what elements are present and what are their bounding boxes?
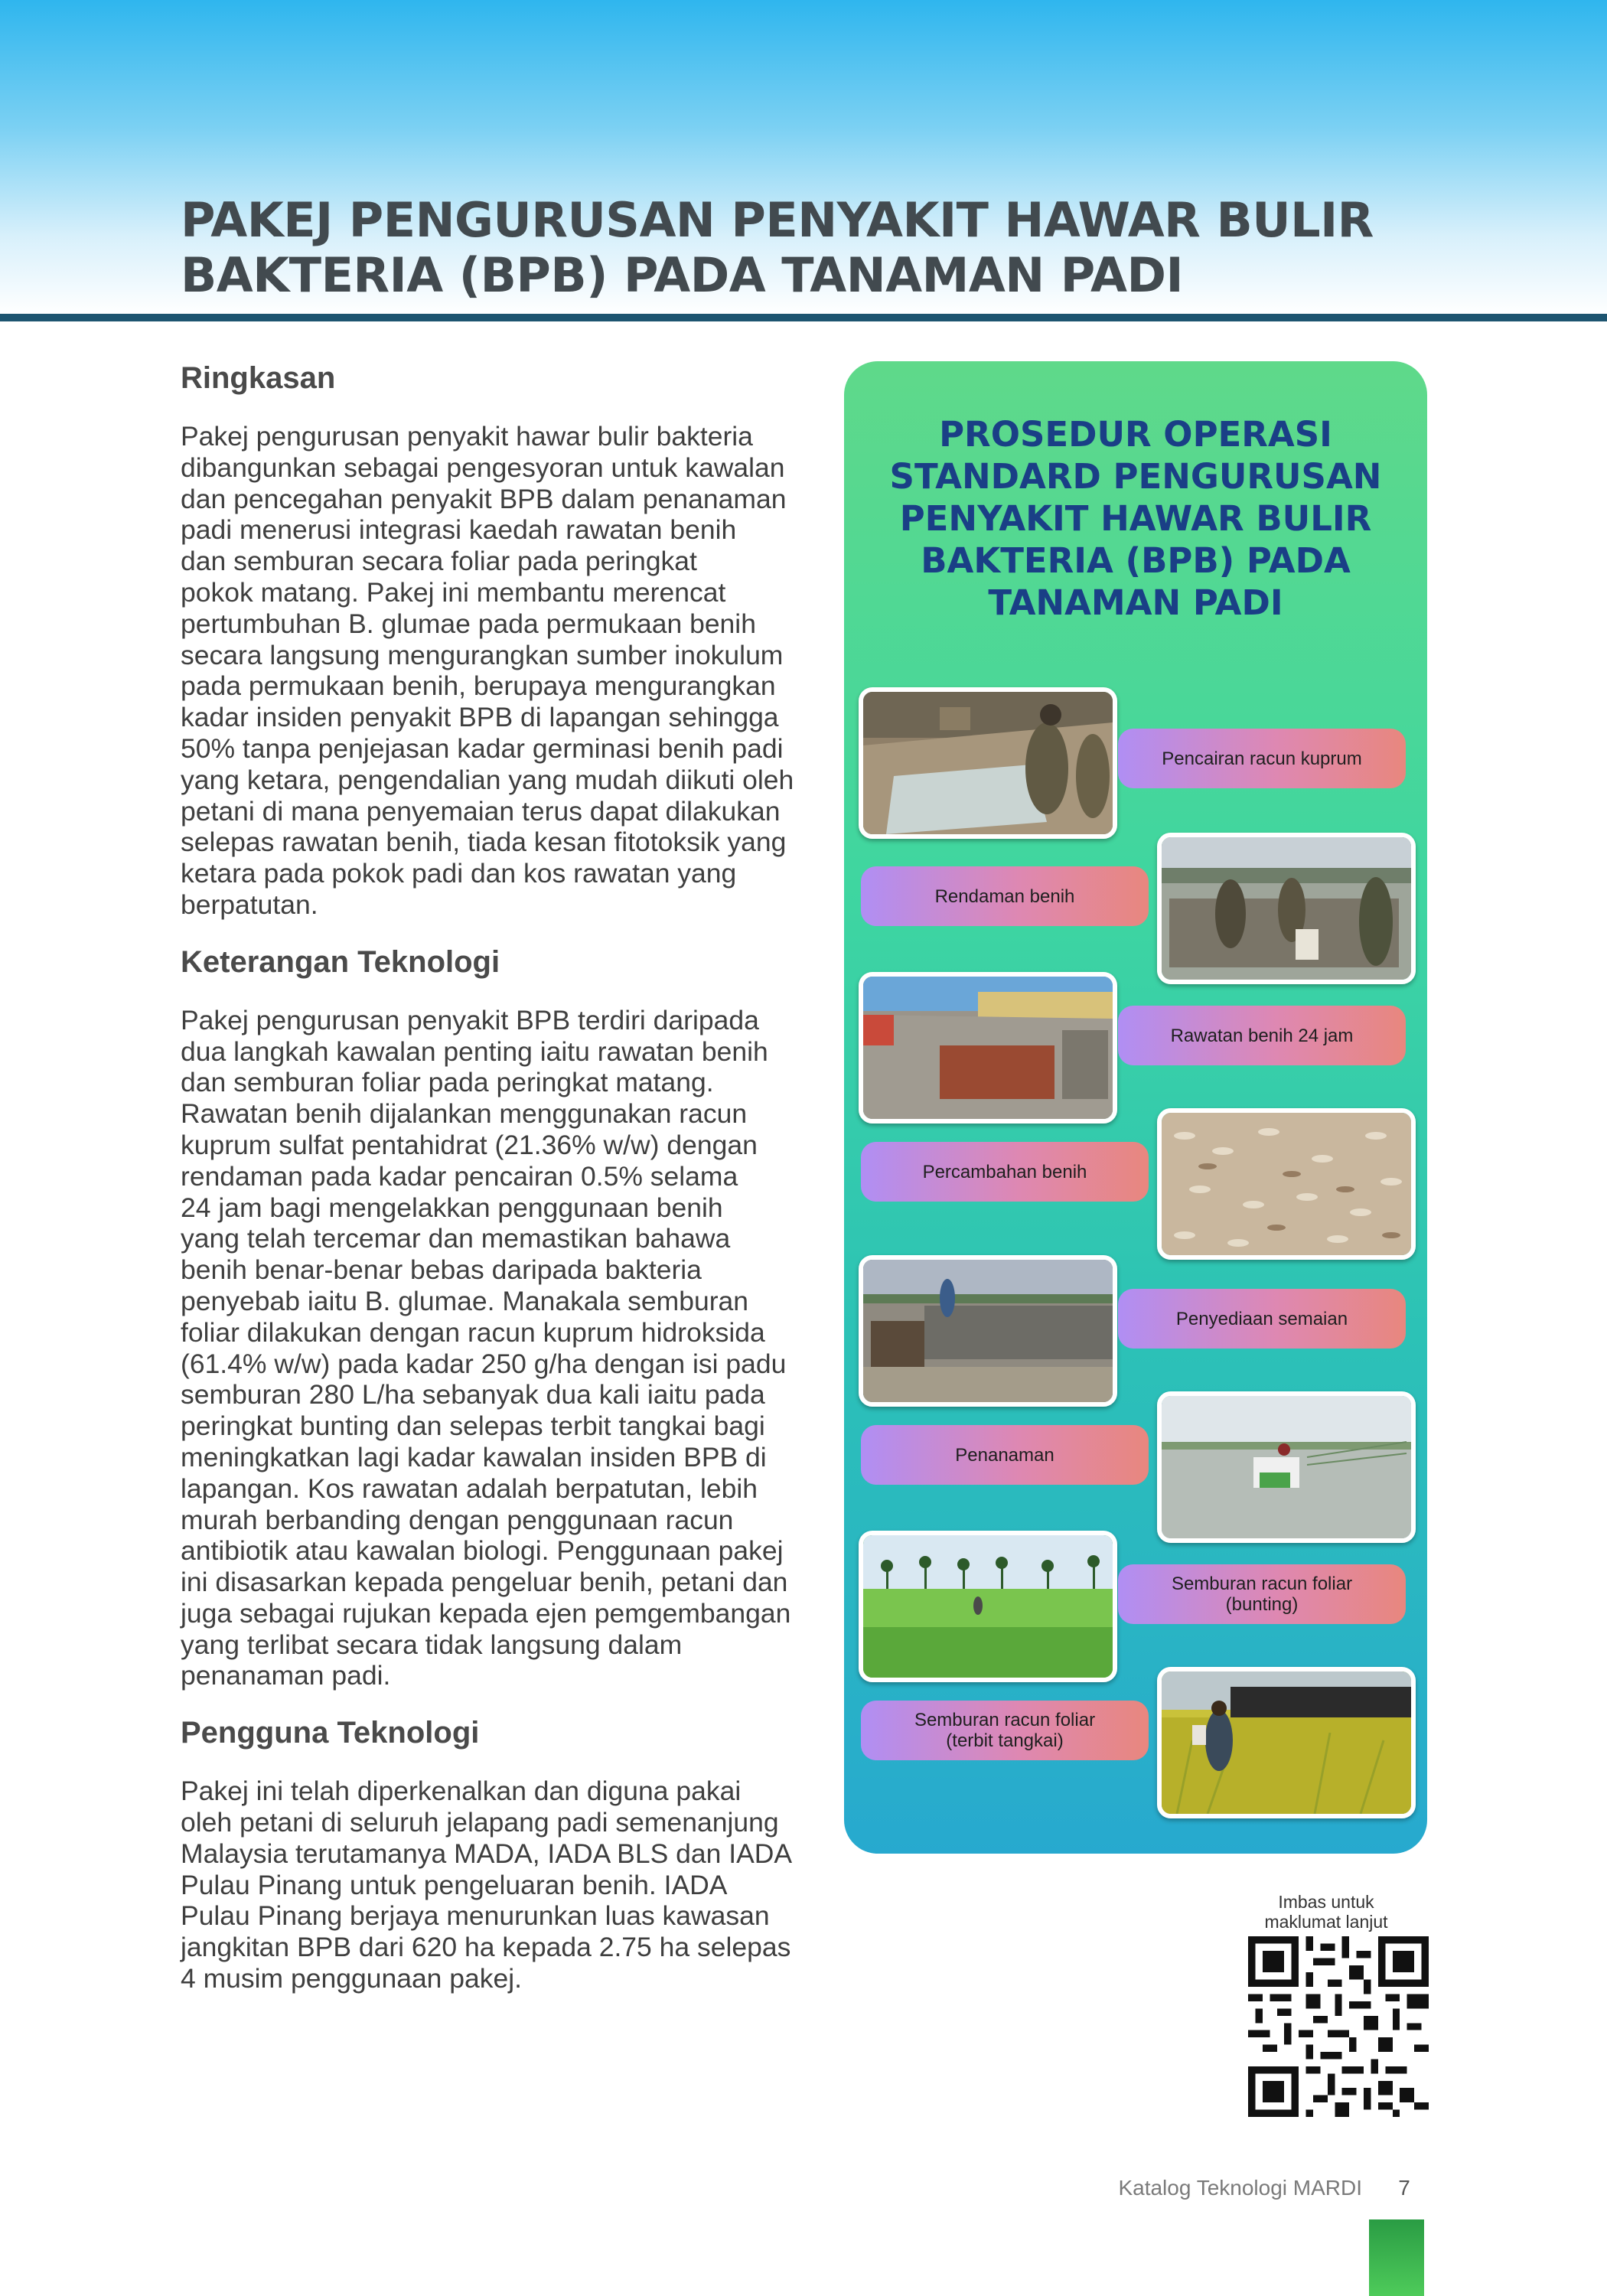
section-body-ringkasan: Pakej pengurusan penyakit hawar bulir bakteria dibangunkan sebagai pengesyoran untuk kawalan dan pencegahan penyakit BPB dalam penanaman padi menerusi integrasi kaedah rawatan benih dan semburan secara foliar pada peringkat pokok matang. Pakej ini membantu merencat pertumbuhan B. glumae pada permukaan benih secara langsung mengurangkan sumber inokulum pada permukaan benih, berupaya mengurangkan kadar insiden penyakit BPB di lapangan sehingga 50% tanpa penjejasan kadar germinasi benih padi yang ketara, pengendalian yang mudah diikuti oleh petani di mana penyemaian terus dapat dilakukan selepas rawatan benih, tiada kesan fitotoksik yang ketara pada pokok padi dan kos rawatan yang berpatutan. xyxy=(181,421,794,920)
section-body-pengguna: Pakej ini telah diperkenalkan dan diguna pakai oleh petani di seluruh jelapang padi semenanjung Malaysia terutamanya MADA, IADA BLS dan IADA Pulau Pinang untuk pengeluaran benih. IADA Pulau Pinang berjaya menurunkan luas kawasan jangkitan BPB dari 620 ha kepada 2.75 ha selepas 4 musim penggunaan pakej. xyxy=(181,1776,793,1994)
sop-title-line: STANDARD PENGURUSAN xyxy=(889,456,1382,497)
qr-code-icon[interactable] xyxy=(1248,1936,1429,2117)
qr-label: Imbas untuk maklumat lanjut xyxy=(1264,1892,1388,1932)
footer-catalog-title: Katalog Teknologi MARDI xyxy=(1118,2176,1362,2200)
title-line-1: PAKEJ PENGURUSAN PENYAKIT HAWAR BULIR xyxy=(181,192,1374,248)
step-label-2: Rendaman benih xyxy=(861,866,1149,926)
page-number: 7 xyxy=(1398,2176,1410,2200)
main-text-column xyxy=(181,354,823,2011)
step-label-3: Rawatan benih 24 jam xyxy=(1118,1006,1406,1065)
step-photo-6 xyxy=(1157,1391,1416,1543)
step-photo-8 xyxy=(1157,1667,1416,1818)
sop-panel xyxy=(844,361,1427,1854)
step-photo-7 xyxy=(859,1531,1117,1682)
step-photo-5 xyxy=(859,1255,1117,1407)
step-label-8: Semburan racun foliar (terbit tangkai) xyxy=(861,1701,1149,1760)
page-title xyxy=(181,193,1443,303)
title-divider xyxy=(0,314,1607,321)
step-photo-4 xyxy=(1157,1108,1416,1260)
section-body-keterangan: Pakej pengurusan penyakit BPB terdiri daripada dua langkah kawalan penting iaitu rawatan benih dan semburan foliar pada peringkat matang. Rawatan benih dijalankan menggunakan racun kuprum sulfat pentahidrat (21.36% w/w) dengan rendaman pada kadar pencairan 0.5% selama 24 jam bagi mengelakkan penggunaan benih yang telah tercemar dan memastikan bahawa benih benar-benar bebas daripada bakteria penyebab iaitu B. glumae. Manakala semburan foliar dilakukan dengan racun kuprum hidroksida (61.4% w/w) pada kadar 250 g/ha dengan isi padu semburan 280 L/ha sebanyak dua kali iaitu pada peringkat bunting dan selepas terbit tangkai bagi meningkatkan lagi kadar kawalan insiden BPB di lapangan. Kos rawatan adalah berpatutan, lebih murah berbanding dengan penggunaan racun antibiotik atau kawalan biologi. Penggunaan pakej ini disasarkan kepada pengeluar benih, petani dan juga sebagai rujukan kepada ejen pemgembangan yang terlibat secara tidak langsung dalam penanaman padi. xyxy=(181,1004,791,1691)
step-label-1: Pencairan racun kuprum xyxy=(1118,729,1406,788)
step-label-4: Percambahan benih xyxy=(861,1142,1149,1202)
sop-title-line: PENYAKIT HAWAR BULIR xyxy=(899,498,1372,539)
step-photo-3 xyxy=(859,972,1117,1124)
step-photo-1 xyxy=(859,687,1117,839)
step-photo-2 xyxy=(1157,833,1416,984)
sop-panel-title xyxy=(875,413,1397,624)
sop-title-line: TANAMAN PADI xyxy=(988,582,1283,623)
step-label-6: Penanaman xyxy=(861,1425,1149,1485)
section-heading-keterangan: Keterangan Teknologi xyxy=(181,944,500,979)
step-label-5: Penyediaan semaian xyxy=(1118,1289,1406,1349)
sop-title-line: BAKTERIA (BPB) PADA xyxy=(921,540,1351,581)
sop-title-line: PROSEDUR OPERASI xyxy=(939,414,1332,455)
title-line-2: BAKTERIA (BPB) PADA TANAMAN PADI xyxy=(181,247,1184,303)
step-label-7: Semburan racun foliar (bunting) xyxy=(1118,1564,1406,1624)
section-heading-pengguna: Pengguna Teknologi xyxy=(181,1716,480,1750)
corner-accent-bar xyxy=(1369,2219,1424,2296)
section-heading-ringkasan: Ringkasan xyxy=(181,361,336,395)
